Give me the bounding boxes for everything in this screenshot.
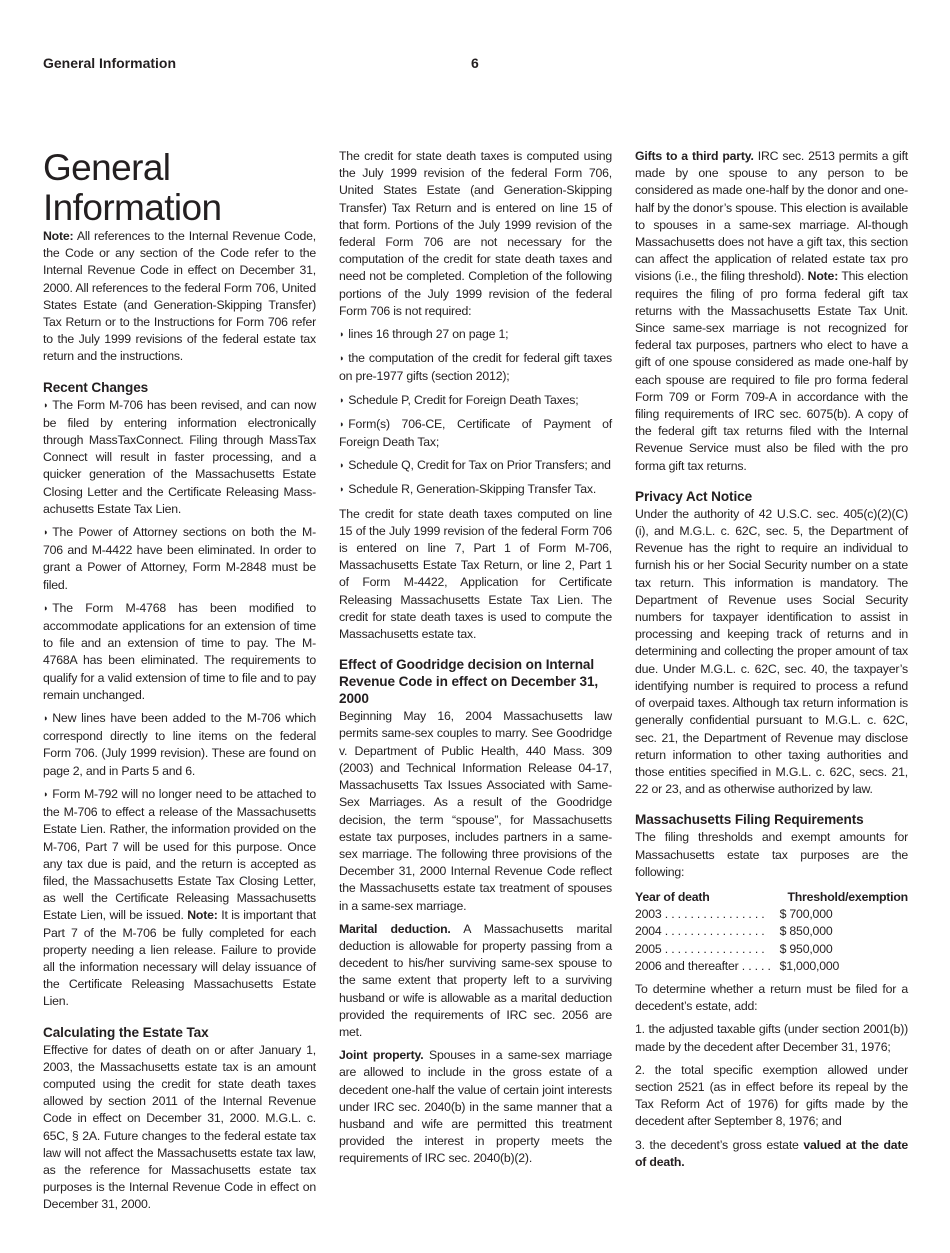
column-1 (43, 148, 316, 1220)
column-header-threshold: Threshold/exemption (787, 889, 908, 904)
recent-change-text: The Form M-706 has been revised, and can now be filed by entering information electronically through MassTaxConnect. Filing through MassTax Connect will result in faster processing, and a quicker generation of the Massachusetts Estate Closing Letter and the Certificate Releasing Mass-achusetts Estate Tax Lien. (43, 397, 316, 516)
bullet-icon: ◗ (43, 527, 49, 538)
amount-cell: $ 950,000 (779, 941, 833, 956)
bullet-icon: ◗ (339, 484, 345, 495)
marital-deduction-text: A Massachusetts marital deduction is allowable for property passing from a decedent to his/her surviving same-sex spouse to the same extent that property left to a surviving husband or wife is allowable as a marital deduction provided the requirements of IRC sec. 2056 are met. (339, 921, 612, 1039)
add-item-1: 1. the adjusted taxable gifts (under section 2001(b)) made by the decedent after December 31, 1976; (635, 1022, 908, 1054)
bullet-icon: ◗ (43, 602, 49, 613)
note-label: Note: (187, 908, 218, 923)
joint-property-paragraph (339, 1047, 612, 1167)
column-3 (635, 148, 908, 1177)
recent-change-text: Form M-792 will no longer need to be attached to the M-706 to effect a release of the Massachusetts Estate Lien. Rather, the information provided on the M-706, Part 7 will be used for this purpose. Once any tax due is paid, and the return is accepted as filed, the Massachusetts Estate Tax Closing Letter, as well the Certificate Releasing Massachusetts Estate Lien, will be issued. (43, 786, 316, 923)
determine-paragraph: To determine whether a return must be filed for a decedent’s estate, add: (635, 981, 908, 1014)
page-number: 6 (471, 55, 479, 71)
page-title (43, 148, 316, 228)
gifts-third-party-paragraph (635, 148, 908, 475)
table-row (635, 941, 908, 958)
recent-change-item (43, 600, 316, 704)
header-section-title: General Information (43, 55, 177, 71)
note-text: All references to the Internal Revenue Code, the Code or any section of the Code refer to the Internal Revenue Code in effect on December 31, 2000. All references to the federal Form 706, United States Estate (and Generation-Skipping Transfer) Tax Return or to the Instructions for Form 706 refer to the July 1999 revisions of the federal estate tax return and the instructions. (43, 229, 316, 364)
recent-change-text: The Power of Attorney sections on both the M-706 and M-4422 have been eliminated. In order to grant a Power of Attorney, Form M-2848 must be filed. (43, 525, 316, 592)
calculating-estate-tax-text: Effective for dates of death on or after January 1, 2003, the Massachusetts estate tax is an amount computed using the credit for state death taxes allowed by section 2011 of the Internal Revenue Code in effect on December 31, 2000. M.G.L. c. 65C, § 2A. Future changes to the federal estate tax law will not affect the Massachusetts estate tax law, as the reference for Massachusetts estate tax purposes is the Internal Revenue Code in effect on December 31, 2000. (43, 1042, 316, 1212)
not-required-text: Form(s) 706-CE, Certificate of Payment of Foreign Death Tax; (339, 416, 612, 450)
threshold-table (635, 889, 908, 975)
marital-deduction-paragraph (339, 921, 612, 1041)
add-item-3-bold: valued at the date of death. (635, 1137, 908, 1169)
bullet-icon: ◗ (339, 329, 345, 340)
marital-deduction-label: Marital deduction. (339, 921, 451, 936)
not-required-text: Schedule R, Generation-Skipping Transfer Tax. (348, 482, 597, 497)
recent-change-text: It is important that Part 7 of the M-706 be fully completed for each property needing a lien release. Failure to provide all the information necessary will delay issuance of the Certificate Releasing Massachusetts Estate Lien. (43, 908, 316, 1009)
running-header (43, 55, 907, 75)
column-header-year: Year of death (635, 889, 710, 904)
year-cell: 2003 . . . . . . . . . . . . . . . . (635, 907, 765, 922)
joint-property-label: Joint property. (339, 1048, 424, 1063)
note-paragraph (43, 228, 316, 366)
add-item-2: 2. the total specific exemption allowed under section 2521 (as in effect before its repeal by the Tax Reform Act of 1976) for gifts made by the decedent after September 8, 1976; and (635, 1062, 908, 1129)
year-cell: 2004 . . . . . . . . . . . . . . . . (635, 924, 765, 939)
goodridge-paragraph: Beginning May 16, 2004 Massachusetts law permits same-sex couples to marry. See Goodridge v. Department of Public Health, 440 Mass. 309 (2003) and Technical Information Release 04-17, Massachusetts Tax Issues Associated with Same-Sex Marriages. As a result of the Goodridge decision, the term “spouse”, for Massachusetts estate tax purposes, includes partners in a same-sex marriage. The following three provisions of the December 31, 2000 Internal Revenue Code reflect the Massachusetts estate tax treatment of spouses in a same-sex marriage. (339, 709, 612, 913)
bullet-icon: ◗ (339, 394, 345, 405)
gifts-third-party-text: This election requires the filing of pro forma federal gift tax returns with the Massachusetts Estate Tax Unit. Since same-sex marriage is not recognized for federal tax purposes, partners who elect to have a gift of one spouse considered as made one-half by each spouse are required to file pro forma federal Form 709 or Form 709-A in accordance with the filing requirements of IRC sec. 6075(b). A copy of the federal gift tax returns filed with the Internal Revenue Service must also be filed with the pro forma gift tax returns. (635, 269, 908, 473)
amount-cell: $ 850,000 (779, 924, 833, 939)
not-required-text: the computation of the credit for federal gift taxes on pre-1977 gifts (section 2012); (339, 351, 612, 384)
recent-change-item (43, 786, 316, 1011)
bullet-icon: ◗ (43, 788, 49, 799)
credit-entry-paragraph: The credit for state death taxes computed on line 15 of the July 1999 revision of the federal Form 706 is entered on line 7, Part 1 of Form M-706, Massachusetts Estate Tax Return, or line 2, Part 1 of Form M-4422, Application for Certificate Releasing Massachusetts Estate Tax Lien. The credit for state death taxes is used to compute the Massachusetts estate tax. (339, 506, 612, 642)
credit-intro-paragraph: The credit for state death taxes is computed using the July 1999 revision of the federal Form 706, United States Estate (and Generation-Skipping Transfer) Tax Return and is entered on line 15 of that form. Portions of the July 1999 revision of the federal Form 706 are not necessary for the computation of the credit for state death taxes and need not be completed. Completion of the following portions of the July 1999 revision of the federal Form 706 is not required: (339, 149, 612, 318)
not-required-text: Schedule Q, Credit for Tax on Prior Transfers; and (348, 458, 611, 473)
page-title-line-1: General (43, 147, 171, 188)
year-cell: 2006 and thereafter . . . . . (635, 958, 771, 973)
note-label: Note: (807, 269, 839, 284)
recent-change-item (43, 524, 316, 594)
not-required-item (339, 481, 612, 499)
recent-change-item (43, 710, 316, 780)
not-required-item (339, 416, 612, 451)
recent-changes-heading: Recent Changes (43, 379, 149, 395)
goodridge-heading: Effect of Goodridge decision on Internal Revenue Code in effect on December 31, 2000 (339, 657, 599, 707)
bullet-icon: ◗ (339, 353, 345, 364)
filing-requirements-heading: Massachusetts Filing Requirements (635, 812, 864, 828)
table-row (635, 958, 908, 975)
not-required-item (339, 457, 612, 475)
not-required-item (339, 350, 612, 385)
filing-requirements-paragraph: The filing thresholds and exempt amounts for Massachusetts estate tax purposes are the following: (635, 830, 908, 879)
amount-cell: $1,000,000 (779, 958, 840, 973)
gifts-third-party-text: IRC sec. 2513 permits a gift made by one spouse to any person to be considered as made one-half by the donor and one-half by the donor’s spouse. This election is available to spouses in a same-sex marriage. Al-though Massachusetts does not have a gift tax, this section can affect the application of related estate tax pro visions (i.e., the filing threshold). (635, 149, 908, 284)
table-row (635, 923, 908, 940)
bullet-icon: ◗ (43, 713, 49, 724)
not-required-text: Schedule P, Credit for Foreign Death Taxes; (348, 392, 579, 407)
note-label: Note: (43, 229, 74, 243)
table-row (635, 906, 908, 923)
calculating-estate-tax-heading: Calculating the Estate Tax (43, 1024, 209, 1040)
add-item-3 (635, 1137, 908, 1171)
bullet-icon: ◗ (339, 418, 345, 429)
amount-cell: $ 700,000 (779, 907, 833, 922)
bullet-icon: ◗ (339, 460, 345, 471)
bullet-icon: ◗ (43, 399, 49, 410)
add-item-3-text: 3. the decedent’s gross estate (635, 1137, 804, 1152)
recent-change-text: New lines have been added to the M-706 which correspond directly to line items on the federal Form 706. (July 1999 revision). These are found on page 2, and in Parts 5 and 6. (43, 711, 316, 778)
recent-change-item (43, 397, 316, 518)
table-header-row (635, 889, 908, 906)
not-required-text: lines 16 through 27 on page 1; (348, 327, 509, 342)
privacy-act-heading: Privacy Act Notice (635, 488, 753, 504)
gifts-third-party-label: Gifts to a third party. (635, 149, 754, 163)
not-required-item (339, 392, 612, 410)
recent-change-text: The Form M-4768 has been modified to accommodate applications for an extension of time to file and an extension of time to pay. The M-4768A has been eliminated. The requirements to qualify for a valid extension of time to file and to pay remain unchanged. (43, 600, 316, 702)
privacy-act-paragraph: Under the authority of 42 U.S.C. sec. 405(c)(2)(C)(i), and M.G.L. c. 62C, sec. 5, the Department of Revenue has the right to require an individual to furnish his or her Social Security number on a state tax return. This information is mandatory. The Department of Revenue uses Social Security numbers for taxpayer identification to assist in processing and keeping track of returns and in determining and collecting the proper amount of tax due. Under M.G.L. c. 62C, sec. 40, the taxpayer’s identifying number is required to process a refund of overpaid taxes. Although tax return information is generally confidential pursuant to M.G.L. c. 62C, sec. 21, the Department of Revenue may disclose return information to other taxing authorities and those entities specified in M.G.L. c. 62C, secs. 21, 22 or 23, and as otherwise authorized by law. (635, 506, 908, 797)
not-required-item (339, 326, 612, 344)
joint-property-text: Spouses in a same-sex marriage are allowed to include in the gross estate of a decedent one-half the value of certain joint interests under IRC sec. 2040(b) in the same manner that a husband and wife are permitted this treatment provided the interest in property meets the requirements of IRC sec. 2040(b)(2). (339, 1048, 613, 1166)
column-2 (339, 148, 612, 1174)
page-title-line-2: Information (43, 187, 222, 228)
year-cell: 2005 . . . . . . . . . . . . . . . . (635, 941, 765, 956)
